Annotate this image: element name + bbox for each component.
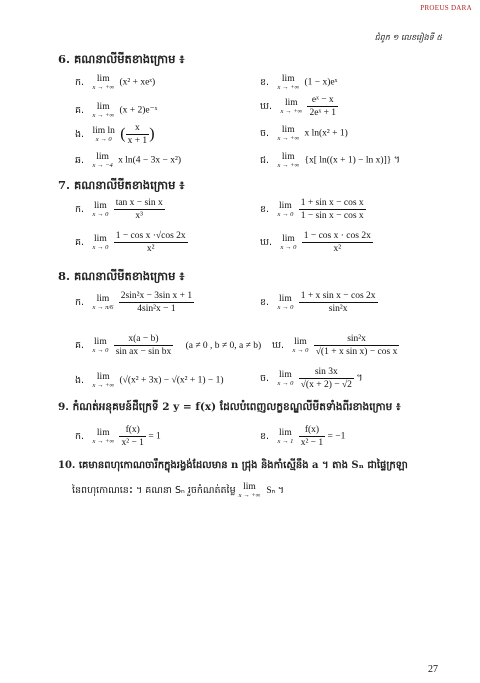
limit-operator: lim x → 0 bbox=[92, 234, 109, 251]
limit-expression: x ln(x² + 1) bbox=[304, 128, 348, 139]
limit-operator: lim x → 0 bbox=[92, 201, 109, 218]
item-label: គ. bbox=[75, 236, 85, 248]
exercise-6a bbox=[75, 74, 155, 91]
limit-operator: lim x → +∞ bbox=[277, 125, 300, 142]
item-label: ឃ. bbox=[260, 100, 273, 112]
exercise-6h bbox=[260, 152, 400, 169]
exercise-9a bbox=[75, 424, 161, 449]
exercise-6c bbox=[75, 102, 157, 119]
exercise-6b bbox=[260, 74, 337, 91]
exercise-6g bbox=[75, 152, 181, 169]
limit-operator: lim x → +∞ bbox=[92, 74, 115, 91]
item-label: ខ. bbox=[260, 76, 270, 88]
fraction: $\frac{\text{1 − cos x ·√cos 2x}}{\text{x²}}$ bbox=[115, 231, 186, 254]
exercise-6e: ង. lim ln x → 0 ( $\frac{x}{x + 1}$ ) bbox=[75, 123, 155, 146]
exercise-7d bbox=[260, 230, 373, 255]
item-label: ខ. bbox=[260, 296, 270, 308]
exercise-8f bbox=[260, 366, 363, 391]
item-label: ក. bbox=[75, 203, 85, 215]
sentence-end: ។ bbox=[356, 373, 363, 384]
item-label: ឆ. bbox=[75, 154, 85, 166]
limit-expression: x ln(4 − 3x − x²) bbox=[118, 155, 181, 166]
section-6-title: 6. គណនាលីមីតខាងក្រោម ៖ bbox=[58, 52, 185, 66]
limit-operator: lim x → 0 bbox=[277, 294, 294, 311]
item-label: ខ. bbox=[260, 430, 270, 442]
limit-expression: {x[ ln((x + 1) − ln x)]} ។ bbox=[304, 155, 400, 166]
item-label: គ. bbox=[75, 104, 85, 116]
limit-operator: lim x → 0 bbox=[277, 370, 294, 387]
item-label: ឃ. bbox=[272, 339, 285, 351]
item-label: ឃ. bbox=[260, 236, 273, 248]
limit-operator: lim x → 0 bbox=[292, 337, 309, 354]
limit-operator: lim x → 0 bbox=[92, 337, 109, 354]
limit-operator: lim ln x → 0 bbox=[92, 126, 115, 143]
limit-expression: Sₙ ។ bbox=[266, 486, 285, 496]
fraction: $\frac{f(x)}{\text{x² − 1}}$ bbox=[121, 425, 144, 448]
item-label: ក. bbox=[75, 76, 85, 88]
fraction: $\frac{\text{1 + x sin x − cos 2x}}{\text{sin²x}}$ bbox=[300, 291, 376, 314]
item-label: គ. bbox=[75, 339, 85, 351]
condition: (a ≠ 0 , b ≠ 0, a ≠ b) bbox=[185, 340, 262, 351]
exercise-8c bbox=[75, 333, 261, 358]
item-label: ក. bbox=[75, 296, 85, 308]
fraction: $\frac{\text{eˣ − x}}{\text{2eˣ + 1}}$ bbox=[309, 95, 337, 118]
item-label: ក. bbox=[75, 430, 85, 442]
fraction: $\frac{\text{1 − cos x · cos 2x}}{\text{x²}}$ bbox=[303, 231, 371, 254]
exercise-8b bbox=[260, 290, 378, 315]
limit-operator: lim x → 0 bbox=[277, 201, 294, 218]
page-number: 27 bbox=[428, 664, 438, 675]
limit-operator: lim x → 1 bbox=[277, 428, 294, 445]
section-10-line-1: 10. គេមានពហុកោណចារឹកក្នុងរង្វង់ដែលមាន n ជ្រុង និងកាំស្មើនឹង a ។ តាង Sₙ ជាផ្ទៃក្រឡា bbox=[58, 460, 408, 471]
section-8-title: 8. គណនាលីមីតខាងក្រោម ៖ bbox=[58, 269, 185, 283]
exercise-8e bbox=[75, 372, 224, 389]
exercise-6d bbox=[260, 94, 338, 119]
item-label: ជ. bbox=[260, 154, 270, 166]
section-10-text: នៃពហុកោណនេះ ។ គណនា Sₙ រួចកំណត់តម្លៃ bbox=[72, 485, 236, 496]
limit-operator: lim x → +∞ bbox=[277, 152, 300, 169]
chapter-header: ជំពូក ១ លេខរៀងទី ៥ bbox=[374, 33, 442, 42]
fraction: $\frac{\sin 3x}{√(x + 2) - √2}$ bbox=[300, 367, 352, 390]
fraction: $\frac{\text{1 + sin x − cos x}}{\text{1 − sin x − cos x}}$ bbox=[300, 198, 364, 221]
exercise-7b bbox=[260, 197, 366, 222]
fraction: $\frac{f(x)}{\text{x² − 1}}$ bbox=[300, 425, 324, 448]
item-label: ង. bbox=[75, 374, 85, 386]
limit-expression: (1 − x)eˣ bbox=[304, 77, 338, 88]
item-label: ច. bbox=[260, 127, 270, 139]
fraction: $\frac{\text{2sin²x − 3sin x + 1}}{\text{4sin²x − 1}}$ bbox=[120, 291, 193, 314]
limit-operator: lim x → +∞ bbox=[277, 74, 300, 91]
item-label: ខ. bbox=[260, 203, 270, 215]
exercise-7a bbox=[75, 197, 165, 222]
fraction: $\frac{x(a - b)}{\text{sin ax − sin bx}}$ bbox=[115, 334, 172, 357]
exercise-8d bbox=[272, 333, 399, 358]
rhs: = 1 bbox=[148, 431, 161, 442]
limit-operator: lim x → +∞ bbox=[238, 482, 261, 499]
exercise-6f bbox=[260, 125, 348, 142]
limit-operator: lim x → +∞ bbox=[92, 372, 115, 389]
exercise-8a bbox=[75, 290, 194, 315]
limit-operator: lim x → −4 bbox=[92, 152, 113, 169]
limit-operator: lim x → +∞ bbox=[280, 98, 303, 115]
section-9-title: 9. កំណត់អនុគមន៍ដឺក្រេទី 2 y = f(x) ដែលបំពេញលក្ខខណ្ឌលីមីតទាំងពីរខាងក្រោម ៖ bbox=[58, 401, 401, 413]
limit-expression: (x² + xeˣ) bbox=[119, 77, 156, 88]
limit-operator: lim x → +∞ bbox=[92, 428, 115, 445]
limit-expression: (√(x² + 3x) − √(x² + 1) − 1) bbox=[119, 375, 224, 386]
brand-header: PROEUS DARA bbox=[420, 4, 472, 12]
fraction: $\frac{\text{sin²x}}{\text{√(1 + x sin x) − cos x}}$ bbox=[315, 334, 398, 357]
limit-operator: lim x → π/6 bbox=[92, 294, 114, 311]
section-10-line-2 bbox=[72, 482, 284, 499]
rhs: = −1 bbox=[327, 431, 346, 442]
fraction: $\frac{\text{tan x − sin x}}{\text{x³}}$ bbox=[115, 198, 163, 221]
fraction: $\frac{x}{x + 1}$ bbox=[127, 123, 148, 146]
limit-operator: lim x → +∞ bbox=[92, 102, 115, 119]
exercise-9b bbox=[260, 424, 345, 449]
item-label: ច. bbox=[260, 372, 270, 384]
limit-expression: (x + 2)e⁻ˣ bbox=[119, 105, 158, 116]
section-7-title: 7. គណនាលីមីតខាងក្រោម ៖ bbox=[58, 178, 185, 192]
exercise-7c bbox=[75, 230, 188, 255]
item-label: ង. bbox=[75, 128, 85, 140]
limit-operator: lim x → 0 bbox=[280, 234, 297, 251]
